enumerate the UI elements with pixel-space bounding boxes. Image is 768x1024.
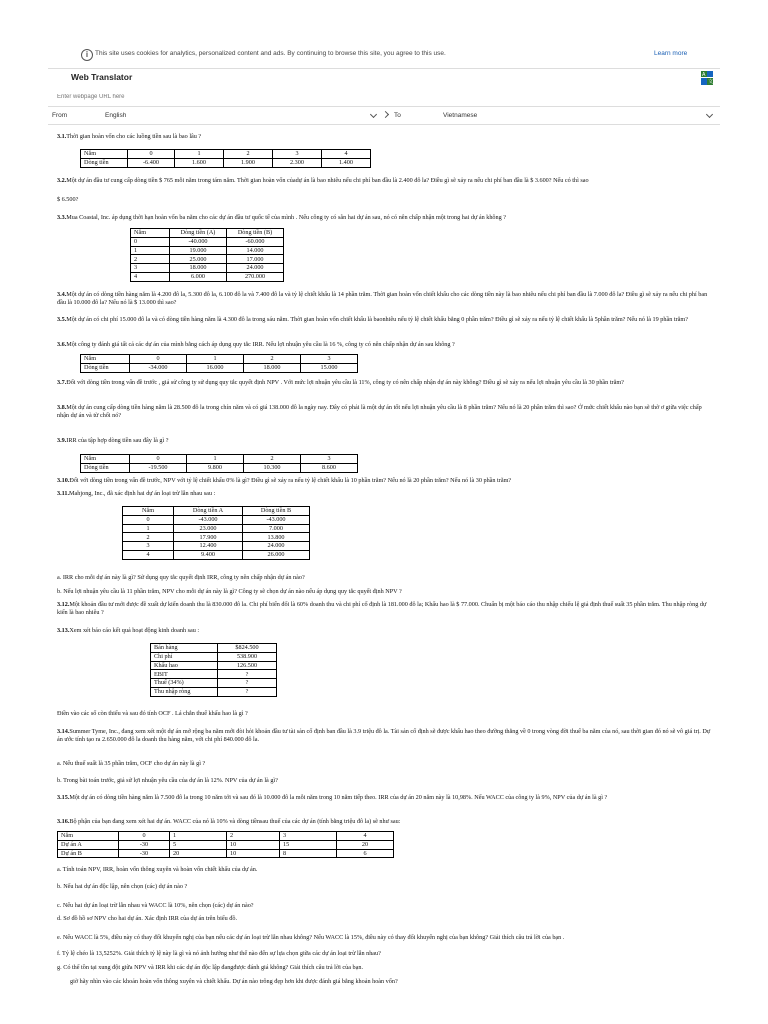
question-3-13: 3.13.Xem xét báo cáo kết quả hoạt động kinh doanh sau : [57, 627, 200, 634]
question-3-13b: Điền vào các số còn thiếu và sau đó tính OCF . Lá chắn thuế khấu hao là gì ? [57, 710, 248, 717]
svg-text:A: A [702, 72, 706, 78]
cashflow-table-3-3: Năm Dòng tiền (A) Dòng tiền (B) 0 -40.000 -60.000 1 19.000 14.000 2 25.000 17.000 3 18.000 24.000 4 6.000 270.000 [130, 228, 284, 282]
question-3-15: 3.15.Một dự án có dòng tiền hàng năm là 7.500 đô la trong 10 năm tới và sau đó là 10.000 đô la mỗi năm trong 10 năm tiếp theo. IRR của dự án 20 năm này là 10,98%. Nếu WACC của công ty là 9%, NPV của dự án là gì ? [57, 794, 608, 801]
from-label: From [52, 112, 68, 119]
question-3-7: 3.7.Đối với dòng tiền trong vấn đề trước , giả sử công ty sử dụng quy tắc quyết định NPV . Với mức lợi nhuận yêu cầu là 11%, công ty có nên chấp nhận dự án này không? Điều gì sẽ xảy ra nếu lợi nhuận yêu cầu là 30 phần trăm? [57, 379, 624, 386]
learn-more-link[interactable]: Learn more [654, 50, 688, 57]
question-3-6: 3.6.Một công ty đánh giá tất cả các dự án của mình bằng cách áp dụng quy tắc IRR. Nếu lợi nhuận yêu cầu là 16 %, công ty có nên chấp nhận dự án sau không ? [57, 341, 455, 348]
question-3-16c: c. Nếu hai dự án loại trừ lẫn nhau và WACC là 10%, nên chọn (các) dự án nào? [57, 902, 254, 909]
question-3-11a: a. IRR cho mỗi dự án này là gì? Sử dụng quy tắc quyết định IRR, công ty nên chấp nhận dự án nào? [57, 574, 305, 581]
question-3-14b: b. Trong bài toán trước, giả sử lợi nhuận yêu cầu của dự án là 12%. NPV của dự án là gì? [57, 777, 278, 784]
question-3-16h: giờ hãy nhìn vào các khoản hoàn vốn thông xuyên và chiết khấu. Dự án nào trông đẹp hơn khi được đánh giá bằng khoản hoàn vốn? [70, 978, 398, 985]
question-3-16g: g. Có thể tồn tại xung đột giữa NPV và IRR khi các dự án độc lập đangđược đánh giá không? Giải thích câu trả lời của bạn. [57, 964, 364, 971]
question-3-16b: b. Nếu hai dự án độc lập, nên chọn (các) dự án nào ? [57, 883, 188, 890]
question-3-10: 3.10.Đối với dòng tiền trong vấn đề trước, NPV với tỷ lệ chiết khấu 0% là gì? Điều gì sẽ xảy ra nếu tỷ lệ chiết khấu là 10 phần trăm? Nếu nó là 20 phần trăm? Nếu nó là 30 phần trăm? [57, 477, 512, 484]
question-3-11: 3.11.Mahjong, Inc., đã xác định hai dự án loại trừ lẫn nhau sau : [57, 490, 216, 497]
question-3-16a: a. Tính toán NPV, IRR, hoàn vốn thông xuyên và hoàn vốn chiết khấu của dự án. [57, 866, 258, 873]
page-title: Web Translator [71, 72, 133, 82]
svg-text:文: 文 [708, 79, 713, 85]
question-3-9: 3.9.IRR của tập hợp dòng tiền sau đây là gì ? [57, 437, 169, 444]
to-language-value: Vietnamese [443, 112, 478, 119]
income-statement-table: Bán hàng $824.500 Chi phí 538.900 Khấu hao 126.500 EBIT ? Thuế (34%) ? Thu nhập ròng ? [150, 643, 277, 697]
question-3-2-tail: $ 6.500? [57, 196, 79, 203]
question-3-8: 3.8.Một dự án cung cấp dòng tiền hàng năm là 28.500 đô la trong chín năm và có giá 138.000 đô la ngày nay. Đây có phải là một dự án tốt nếu lợi nhuận yêu cầu là 8 phần trăm? Nếu nó là 20 phần trăm thì sao? Ở mức chiết khấu nào bạn sẽ thờ ơ giữa việc chấp nhận dự án và từ chối nó? [57, 404, 702, 419]
cookie-message: This site uses cookies for analytics, personalized content and ads. By continuing to browse this site, you agree to this use. [95, 50, 446, 57]
question-3-16e: e. Nếu WACC là 5%, điều này có thay đổi khuyến nghị của bạn nếu các dự án loại trừ lẫn nhau không? Nếu WACC là 15%, điều này có thay đổi khuyến nghị của bạn không? Giải thích câu trả lời của bạn . [57, 934, 565, 941]
question-3-14: 3.14.Summer Tyme, Inc., đang xem xét một dự án mở rộng ba năm mới đòi hỏi khoản đầu tư tài sản cố định ban đầu là 3.9 triệu đô la. Tài sản cố định sẽ được khấu hao theo đường thẳng về 0 trong vòng đời thuế ba năm của nó, sau thời gian đó nó sẽ vô giá trị. Dự án ước tính tạo ra 2.650.000 đô la doanh thu hàng năm, với chi phí 840.000 đô la. [57, 728, 711, 743]
question-3-11b: b. Nếu lợi nhuận yêu cầu là 11 phần trăm, NPV cho mỗi dự án này là gì? Công ty sẽ chọn dự án nào nếu áp dụng quy tắc quyết định NPV ? [57, 588, 402, 595]
question-3-3: 3.3.Mua Coastal, Inc. áp dụng thời hạn hoàn vốn ba năm cho các dự án đầu tư quốc tế của mình . Nếu công ty có sẵn hai dự án sau, nó có nên chấp nhận một trong hai dự án không ? [57, 214, 507, 221]
cashflow-table-3-1: Năm 0 1 2 3 4 Dòng tiền -6.400 1.600 1.900 2.300 1.400 [80, 149, 371, 168]
cashflow-table-3-9: Năm 0 1 2 3 Dòng tiền -19.500 9.800 10.300 8.600 [80, 454, 358, 473]
question-3-16d: d. Sơ đồ hồ sơ NPV cho hai dự án. Xác định IRR của dự án trên biểu đồ. [57, 915, 238, 922]
question-3-16f: f. Tỷ lệ chéo là 13,5252%. Giải thích tỷ lệ này là gì và nó ảnh hưởng như thế nào đến sự lựa chọn giữa các dự án loại trừ lẫn nhau? [57, 950, 381, 957]
to-label: To [394, 112, 401, 119]
question-3-14a: a. Nếu thuế suất là 35 phần trăm, OCF cho dự án này là gì ? [57, 760, 206, 767]
question-3-4: 3.4.Một dự án có dòng tiền hàng năm là 4.200 đô la, 5.300 đô la, 6.100 đô la và 7.400 đô la và tỷ lệ chiết khấu là 14 phần trăm. Thời gian hoàn vốn chiết khấu cho các dòng tiền này là bao nhiêu nếu chi phí ban đầu là 7.000 đô la? Điều gì sẽ xảy ra nếu chi phí ban đầu là 10.000 đô la? Nếu nó là $ 13.000 thì sao? [57, 291, 708, 306]
question-3-1: 3.1.Thời gian hoàn vốn cho các luồng tiền sau là bao lâu ? [57, 133, 202, 140]
question-3-5: 3.5.Một dự án có chi phí 15.000 đô la và có dòng tiền hàng năm là 4.300 đô la trong sáu năm. Thời gian hoàn vốn chiết khấu là baonhiêu nếu tỷ lệ chiết khấu bằng 0 phần trăm? Điều gì sẽ xảy ra nếu tỷ lệ chiết khấu là 5phần trăm? Nếu nó là 19 phần trăm? [57, 316, 688, 323]
question-3-2: 3.2.Một dự án đầu tư cung cấp dòng tiền $ 765 mỗi năm trong tám năm. Thời gian hoàn vốn củadự án là bao nhiêu nếu chi phí ban đầu là 2.400 đô la? Điều gì sẽ xảy ra nếu chi phí ban đầu là $ 3.600? Nếu có thì sao [57, 177, 589, 184]
info-icon: i [81, 49, 93, 61]
projects-table-3-16: Năm 0 1 2 3 4 Dự án A -30 5 10 15 20 Dự án B -30 20 10 8 6 [57, 831, 394, 858]
cashflow-table-3-11: Năm Dòng tiền A Dòng tiền B 0 -43.000 -43.000 1 23.000 7.000 2 17.900 13.800 3 12.400 24.000 4 9.400 26.000 [122, 506, 310, 560]
question-3-12: 3.12.Một khoản đầu tư mới được đề xuất dự kiến doanh thu là 830.000 đô la. Chi phí biến đổi là 60% doanh thu và chi phí cố định là 181.000 đô la; Khấu hao là $ 77.000. Chuẩn bị một báo cáo thu nhập chiếu lệ giả định thuế suất 35 phần trăm. Thu nhập ròng dự kiến là bao nhiêu ? [57, 601, 707, 616]
from-language-value: English [105, 112, 127, 119]
question-3-16: 3.16.Bộ phận của bạn đang xem xét hai dự án. WACC của nó là 10% và dòng tiềnsau thuế của các dự án (tính bằng triệu đô la) sẽ như sau: [57, 818, 401, 825]
cashflow-table-3-6: Năm 0 1 2 3 Dòng tiền -34.000 16.000 18.000 15.000 [80, 354, 358, 373]
